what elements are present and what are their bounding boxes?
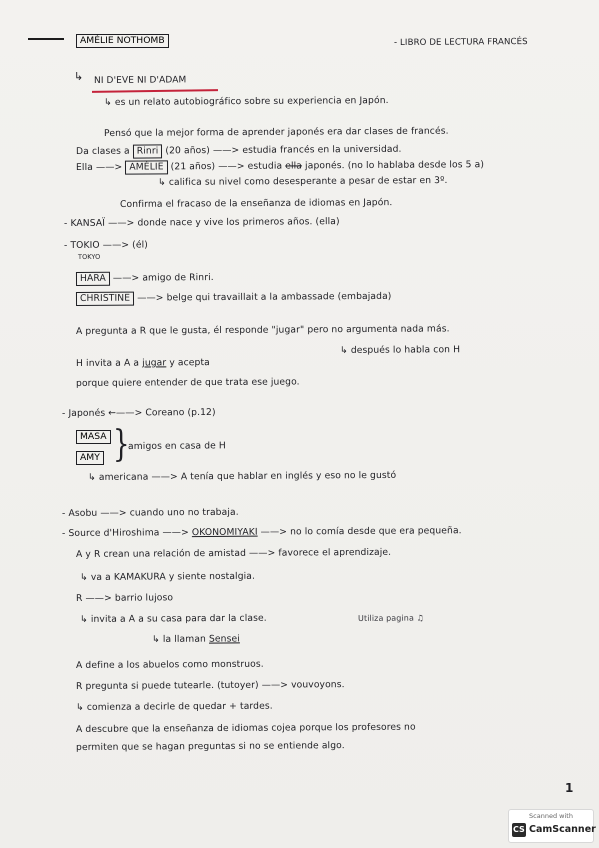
text-ella-arrow: Ella ——> bbox=[75, 161, 123, 173]
line-autobiography: ↳ es un relato autobiográfico sobre su experiencia en Japón. bbox=[103, 95, 389, 108]
scanner-caption: Scanned with bbox=[529, 812, 573, 820]
text-invita: H invita a A a bbox=[75, 357, 143, 369]
text-rinri-age: (20 años) ——> estudia francés en la universidad. bbox=[165, 143, 402, 157]
text-llaman: ↳ la llaman bbox=[151, 633, 210, 645]
line-hiroshima bbox=[62, 525, 462, 539]
author-name: AMÉLIE NOTHOMB bbox=[80, 35, 165, 46]
camscanner-logo-text: CS bbox=[513, 825, 525, 834]
line-christine bbox=[76, 290, 392, 306]
underlined-jugar: jugar bbox=[142, 357, 167, 369]
underlined-sensei: Sensei bbox=[208, 633, 240, 645]
text-pequena: ——> no lo comía desde que era pequeña. bbox=[257, 525, 462, 538]
line-amelie bbox=[76, 158, 484, 175]
line-classes-rinri bbox=[76, 143, 402, 159]
line-barrio: R ——> barrio lujoso bbox=[75, 592, 174, 604]
line-despues: ↳ después lo habla con H bbox=[339, 344, 461, 356]
name-box-christine: CHRISTINE bbox=[76, 292, 134, 306]
name-box-rinri: Rinri bbox=[133, 144, 163, 158]
masa-label: MASA bbox=[80, 431, 107, 442]
line-kansai: - KANSAÏ ——> donde nace y vive los primeros años. (ella) bbox=[63, 216, 340, 229]
line-asobu: - Asobu ——> cuando uno no trabaja. bbox=[61, 506, 239, 519]
text-hara: ——> amigo de Rinri. bbox=[112, 272, 214, 284]
subject-label: - LIBRO DE LECTURA FRANCÉS bbox=[393, 37, 528, 48]
line-permiten: permiten que se hagan preguntas si no se entiende algo. bbox=[75, 740, 345, 753]
name-box-amy bbox=[76, 451, 104, 465]
text-amelie-rest: japonés. (no lo hablaba desde los 5 a) bbox=[301, 159, 485, 172]
line-tutear: R pregunta si puede tutearle. (tutoyer) ——> vouvoyons. bbox=[75, 679, 345, 692]
page-top-mark bbox=[28, 38, 64, 40]
line-casa: ↳ invita a A a su casa para dar la clase. bbox=[79, 612, 267, 625]
tokyo-sub: TOKYO bbox=[77, 252, 101, 261]
line-kamakura: ↳ va a KAMAKURA y siente nostalgia. bbox=[79, 570, 256, 583]
scanner-brand: CamScanner bbox=[529, 824, 596, 835]
line-pagina-note: Utiliza pagina ♫ bbox=[357, 613, 424, 623]
line-invita bbox=[76, 357, 210, 369]
name-box-masa bbox=[76, 430, 111, 444]
struck-word: ella bbox=[285, 160, 303, 172]
line-amigos: amigos en casa de H bbox=[127, 440, 226, 452]
text-amelie-age: (21 años) ——> estudia bbox=[170, 160, 286, 173]
line-descubre: A descubre que la enseñanza de idiomas cojea porque los profesores no bbox=[75, 721, 416, 735]
text-acepta: y acepta bbox=[166, 357, 210, 369]
name-box-amelie: AMÉLIE bbox=[125, 160, 167, 174]
title-underline bbox=[92, 89, 218, 93]
line-hara bbox=[76, 271, 214, 286]
book-arrow: ↳ bbox=[73, 69, 84, 83]
camscanner-logo-icon bbox=[512, 823, 526, 837]
line-learn-japanese: Pensó que la mejor forma de aprender japonés era dar clases de francés. bbox=[103, 125, 449, 139]
line-sensei bbox=[152, 633, 240, 645]
line-quedar: ↳ comienza a decirle de quedar + tardes. bbox=[75, 700, 273, 713]
line-japones-coreano: - Japonés ←——> Coreano (p.12) bbox=[61, 406, 216, 419]
line-level: ↳ califica su nivel como desesperante a pesar de estar en 3º. bbox=[157, 174, 448, 188]
brace: } bbox=[113, 424, 130, 466]
author-box bbox=[76, 34, 169, 48]
book-title: NI D'EVE NI D'ADAM bbox=[93, 75, 187, 86]
camscanner-badge bbox=[508, 809, 594, 843]
line-failure: Confirma el fracaso de la enseñanza de idiomas en Japón. bbox=[119, 197, 393, 210]
line-porque: porque quiere entender de que trata ese juego. bbox=[75, 376, 300, 389]
name-box-hara: HARA bbox=[76, 272, 110, 286]
line-jugar: A pregunta a R que le gusta, él responde "jugar" pero no argumenta nada más. bbox=[75, 323, 450, 337]
text-hiroshima: - Source d'Hiroshima ——> bbox=[61, 527, 192, 539]
underlined-okonomiyaki: OKONOMIYAKI bbox=[191, 526, 258, 539]
amy-label: AMY bbox=[80, 452, 100, 463]
line-tokio: - TOKIO ——> (él) bbox=[63, 239, 148, 251]
text-christine: ——> belge qui travaillait a la ambassade (embajada) bbox=[137, 290, 392, 304]
text-classes: Da clases a bbox=[75, 145, 130, 157]
line-americana: ↳ americana ——> A tenía que hablar en inglés y eso no le gustó bbox=[87, 469, 397, 483]
page-number: 1 bbox=[565, 781, 574, 795]
line-abuelos: A define a los abuelos como monstruos. bbox=[75, 658, 264, 671]
line-amistad: A y R crean una relación de amistad ——> favorece el aprendizaje. bbox=[75, 546, 392, 560]
